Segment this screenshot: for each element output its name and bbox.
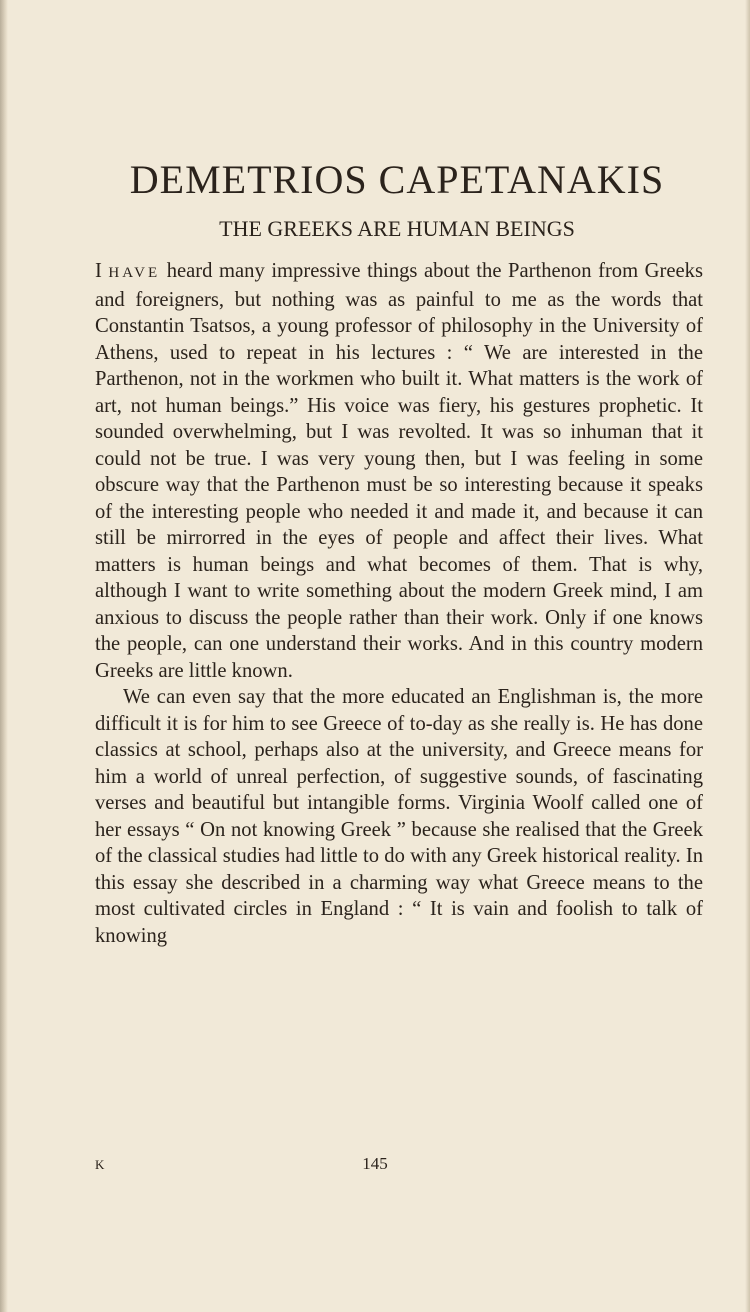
essay-body — [95, 258, 703, 949]
essay-title: THE GREEKS ARE HUMAN BEINGS — [219, 216, 575, 241]
author-heading: DEMETRIOS CAPETANAKIS — [129, 157, 665, 202]
paragraph-1 — [95, 258, 703, 684]
page-binding-edge — [0, 0, 8, 1312]
paragraph-1-text: heard many impressive things about the Parthenon from Greeks and foreigners, but nothing was as painful to me as the words that Constantin Tsatsos, a young professor of philosophy in the University of Athens, used to repeat in his lectures : “ We are interested in the Parthenon, not in the workmen who built it. What matters is the work of art, not human beings.” His voice was fiery, his gestures prophetic. It sounded overwhelming, but I was revolted. It was so inhuman that it could not be true. I was very young then, but I was feeling in some obscure way that the Parthenon must be so interesting because it speaks of the interesting people who needed it and made it, and because it can still be mirrorred in the eyes of people and affect their lives. What matters is human beings and what becomes of them. That is why, although I want to write something about the modern Greek mind, I am anxious to discuss the people rather than their work. Only if one knows the people, can one understand their works. And in this country modern Greeks are little known. — [95, 260, 703, 682]
page-outer-edge — [745, 0, 750, 1312]
paragraph-2: We can even say that the more educated an Englishman is, the more difficult it is for him to see Greece of to-day as she really is. He has done classics at school, perhaps also at the university, and Greece means for him a world of unreal perfection, of suggestive sounds, of fascinating verses and beautiful but intangible forms. Virginia Woolf called one of her essays “ On not knowing Greek ” because she realised that the Greek of the classical studies had little to do with any Greek historical reality. In this essay she described in a charming way what Greece means to the most cultivated circles in England : “ It is vain and foolish to talk of knowing — [95, 686, 703, 947]
opening-smallcaps: HAVE — [108, 265, 161, 281]
page-number: 145 — [362, 1154, 388, 1173]
signature-mark: K — [95, 1157, 105, 1172]
opening-letter: I — [95, 260, 102, 282]
